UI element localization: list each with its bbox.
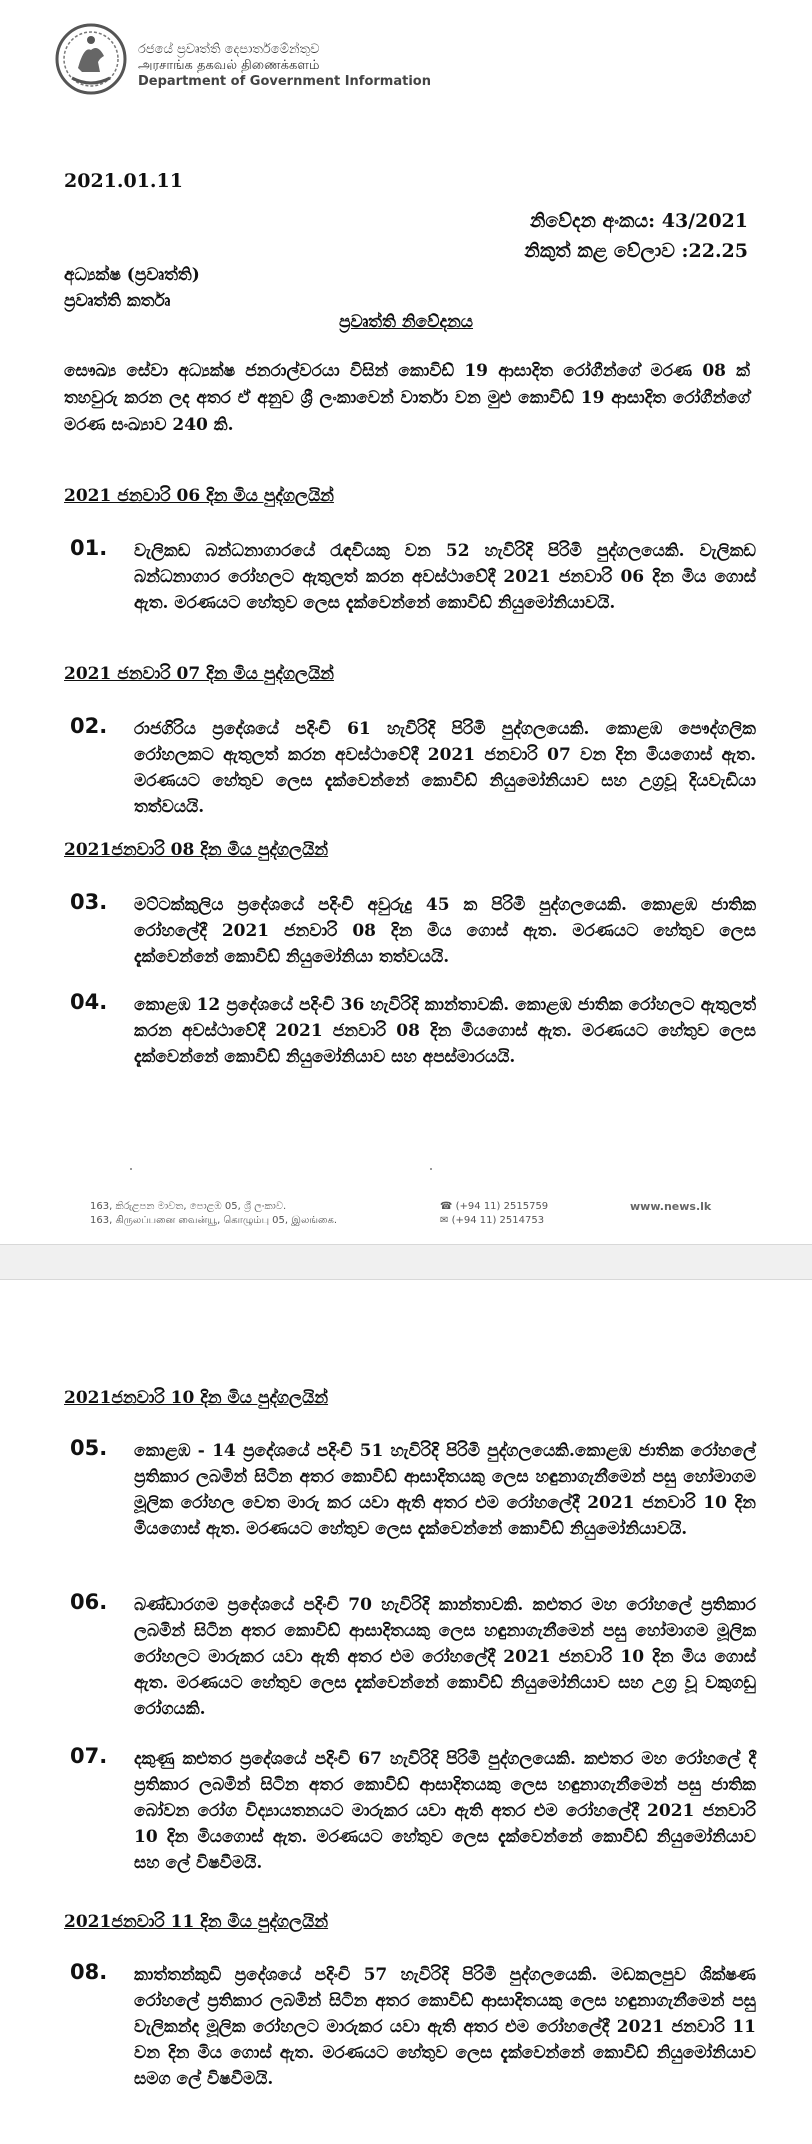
document-date: 2021.01.11	[64, 170, 183, 192]
item-number: 06.	[70, 1590, 108, 1614]
intro-paragraph: සෞඛ්‍ය සේවා අධ්‍යක්ෂ ජනරාල්වරයා විසින් කොවිඩ් 19 ආසාදිත රෝගීන්ගේ මරණ 08 ක් තහවුරු කරන ලද අතර ඒ අනුව ශ්‍රී ලංකාවෙන් වාර්තා වන මුළු කොවිඩ් 19 ආසාදිත රෝගීන්ගේ මරණ සංඛ්‍යාව 240 කි.	[64, 361, 750, 435]
department-name-sinhala: රජයේ ප්‍රවෘත්ති දෙපාර්තමේන්තුව	[138, 42, 320, 57]
footer-address-sinhala: 163, කිරුළපන මාවත, පොළඹ 05, ශ්‍රී ලංකාව.	[90, 1201, 287, 1212]
item-number: 05.	[70, 1436, 108, 1460]
item-number: 01.	[70, 536, 108, 560]
section-heading-jan-06: 2021 ජනවාරි 06 දින මිය පුද්ගලයින්	[64, 486, 334, 506]
section-heading-jan-10: 2021ජනවාරි 10 දින මිය පුද්ගලයින්	[64, 1388, 329, 1408]
section-heading-jan-08: 2021ජනවාරි 08 දින මිය පුද්ගලයින්	[64, 840, 329, 860]
item-text: රාජගිරිය ප්‍රදේශයේ පදිංචි 61 හැවිරිදි පිරිමි පුද්ගලයෙකි. කොළඹ පෞද්ගලික රෝහලකට ඇතුලත් කරන අවස්ථාවේදී 2021 ජනවාරි 07 වන දින මියගොස් ඇත. මරණයට හේතුව ලෙස දැක්වෙන්නේ කොවිඩ් නියුමෝනියාව සහ උග්‍රවූ දියවැඩියා තත්වයයි.	[134, 719, 756, 817]
item-number: 07.	[70, 1744, 108, 1768]
scan-speck	[430, 1168, 432, 1170]
document-title-wrap	[0, 312, 812, 332]
addressee-line-1: අධ්‍යක්ෂ (ප්‍රවෘත්ති)	[64, 265, 200, 285]
scan-speck	[130, 1168, 132, 1170]
footer-website: www.news.lk	[630, 1200, 712, 1213]
addressee	[64, 262, 200, 314]
item-text: කොළඹ 12 ප්‍රදේශයේ පදිංචි 36 හැවිරිදි කාන්තාවකි. කොළඹ ජාතික රෝහලට ඇතුලත් කරන අවස්ථාවේදී 2021 ජනවාරි 08 දින මියගොස් ඇත. මරණයට හේතුව ලෙස දැක්වෙන්නේ කොවිඩ් නියුමෝනියාව සහ අපස්මාරයයි.	[134, 995, 756, 1067]
release-number: නිවේදන අංකය: 43/2021	[529, 210, 748, 232]
department-name-english: Department of Government Information	[138, 74, 431, 89]
release-time: නිකුත් කළ වේලාව :22.25	[524, 240, 748, 262]
item-text: කොළඹ - 14 ප්‍රදේශයේ පදිංචි 51 හැවිරිදි පිරිමි පුද්ගලයෙකි.කොළඹ ජාතික රෝහලේ ප්‍රතිකාර ලබමින් සිටින අතර කොවිඩ් ආසාදිතයකු ලෙස හඳුනාගැනීමෙන් පසු හෝමාගම මූලික රෝහල වෙත මාරු කර යවා ඇති අතර එම රෝහලේදී 2021 ජනවාරි 10 දින මියගොස් ඇත. මරණයට හේතුව ලෙස දැක්වෙන්නේ කොවිඩ් නියුමෝනියාවයි.	[134, 1441, 756, 1539]
item-text: වැලිකඩ බන්ධනාගාරයේ රැඳවියකු වන 52 හැවිරිදි පිරිමි පුද්ගලයෙකි. වැලිකඩ බන්ධනාගාර රෝහලට ඇතුලත් කරන අවස්ථාවේදී 2021 ජනවාරි 06 දින මිය ගොස් ඇත. මරණයට හේතුව ලෙස දැක්වෙන්නේ කොවිඩ් නියුමෝනියාවයි.	[134, 541, 756, 613]
item-number: 04.	[70, 990, 108, 1014]
section-heading-jan-11: 2021ජනවාරි 11 දින මිය පුද්ගලයින්	[64, 1912, 329, 1932]
footer-phones	[440, 1200, 548, 1228]
letterhead	[54, 20, 431, 100]
item-text: බණ්ඩාරගම ප්‍රදේශයේ පදිංචි 70 හැවිරිදි කාන්තාවකි. කළුතර මහ රෝහලේ ප්‍රතිකාර ලබමින් සිටින අතර කොවිඩ් ආසාදිතයකු ලෙස හඳුනාගැනීමෙන් පසු හෝමාගම මූලික රෝහලට මාරුකර යවා ඇති අතර එම රෝහලේදී 2021 ජනවාරි 10 දින මිය ගොස් ඇත. මරණයට හේතුව ලෙස දැක්වෙන්නේ කොවිඩ් නියුමෝනියාව සහ උග්‍ර වූ වකුගඩු රෝගයකි.	[134, 1595, 756, 1719]
letterhead-footer	[90, 1200, 740, 1240]
footer-phone-number: (+94 11) 2515759	[455, 1201, 549, 1212]
page-separator	[0, 1244, 812, 1280]
document-title: ප්‍රවෘත්ති නිවේදනය	[338, 312, 474, 332]
item-text: කාත්තන්කුඩි ප්‍රදේශයේ පදිංචි 57 හැවිරිදි පිරිමි පුද්ගලයෙකි. මඩකලපුව ශික්ෂණ රෝහලේ ප්‍රතිකාර ලබමින් සිටින අතර කොවිඩ් ආසාදිතයකු ලෙස හඳුනාගැනීමෙන් පසු වැලිකන්ද මූලික රෝහලට මාරුකර යවා ඇති අතර එම රෝහලේදී 2021 ජනවාරි 11 වන දින මිය ගොස් ඇත. මරණයට හේතුව ලෙස දැක්වෙන්නේ කොවිඩ් නියුමෝනියාව සමග ලේ විෂවීමයි.	[134, 1965, 756, 2089]
release-reference	[524, 206, 748, 266]
footer-fax-number: (+94 11) 2514753	[451, 1215, 545, 1226]
item-number: 08.	[70, 1960, 108, 1984]
item-number: 02.	[70, 714, 108, 738]
footer-phone: ☎ (+94 11) 2515759	[440, 1201, 549, 1212]
department-name-tamil: அரசாங்க தகவல் திணைக்களம்	[138, 58, 320, 73]
footer-fax: ✉ (+94 11) 2514753	[440, 1215, 545, 1226]
footer-address-tamil: 163, கிருலப்பனை வைன்யூ, கொழும்பு 05, இலங்கை.	[90, 1215, 338, 1226]
sri-lanka-emblem-icon	[54, 22, 128, 96]
addressee-line-2: ප්‍රවෘත්ති කර්තෘ	[64, 291, 171, 311]
document-page-2	[0, 1280, 812, 2144]
item-text: දකුණු කළුතර ප්‍රදේශයේ පදිංචි 67 හැවිරිදි පිරිමි පුද්ගලයෙකි. කළුතර මහ රෝහලේ දී ප්‍රතිකාර ලබමින් සිටින අතර කොවිඩ් ආසාදිතයකු ලෙස හඳුනාගැනීමෙන් පසු ජාතික බෝවන රෝග විද්‍යායතනයට මාරුකර යවා ඇති අතර එම රෝහලේදී 2021 ජනවාරි 10 දින මියගොස් ඇත. මරණයට හේතුව ලෙස දැක්වෙන්නේ කොවිඩ් නියුමෝනියාව සහ ලේ විෂවීමයි.	[134, 1749, 756, 1873]
section-heading-jan-07: 2021 ජනවාරි 07 දින මිය පුද්ගලයින්	[64, 664, 334, 684]
footer-address	[90, 1200, 337, 1228]
item-text: මට්ටක්කුලිය ප්‍රදේශයේ පදිංචි අවුරුදු 45 ක පිරිමි පුද්ගලයෙකි. කොළඹ ජාතික රෝහලේදී 2021 ජනවාරි 08 දින මිය ගොස් ඇත. මරණයට හේතුව ලෙස දැක්වෙන්නේ කොවිඩ් නියුමෝනියා තත්වයයි.	[134, 895, 756, 967]
item-number: 03.	[70, 890, 108, 914]
